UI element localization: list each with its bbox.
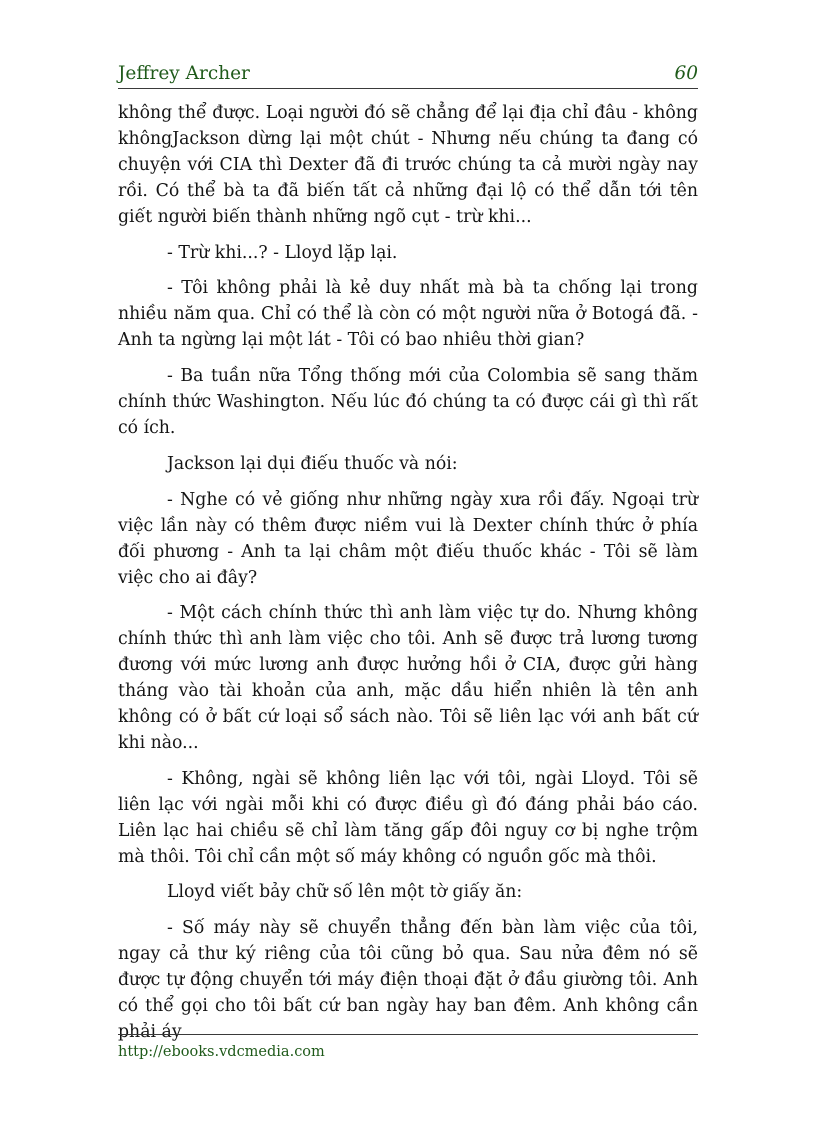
footer-link[interactable]: http://ebooks.vdcmedia.com [118, 1044, 325, 1060]
page-header [118, 62, 698, 88]
paragraph: Lloyd viết bảy chữ số lên một tờ giấy ăn: [167, 882, 523, 903]
paragraph: - Tôi không phải là kẻ duy nhất mà bà ta chống lại trong nhiều năm qua. Chỉ có thể là còn có một người nữa ở Botogá đã. - Anh ta ngừng lại một lát - Tôi có bao nhiêu thời gian? [118, 278, 698, 351]
paragraph: - Một cách chính thức thì anh làm việc tự do. Nhưng không chính thức thì anh làm việc cho tôi. Anh sẽ được trả lương tương đương với mức lương anh được hưởng hồi ở CIA, được gửi hàng tháng vào tài khoản của anh, mặc dầu hiển nhiên là tên anh không có ở bất cứ loại sổ sách nào. Tôi sẽ liên lạc với anh bất cứ khi nào... [118, 603, 698, 753]
paragraph: không thể được. Loại người đó sẽ chẳng để lại địa chỉ đâu - không khôngJackson dừng lại một chút - Nhưng nếu chúng ta đang có chuyện với CIA thì Dexter đã đi trước chúng ta cả mười ngày nay rồi. Có thể bà ta đã biến tất cả những đại lộ có thể dẫn tới tên giết người biến thành những ngõ cụt - trừ khi... [118, 103, 698, 227]
paragraph: - Nghe có vẻ giống như những ngày xưa rồi đấy. Ngoại trừ việc lần này có thêm được niềm vui là Dexter chính thức ở phía đối phương - Anh ta lại châm một điếu thuốc khác - Tôi sẽ làm việc cho ai đây? [118, 489, 698, 588]
paragraph: - Không, ngài sẽ không liên lạc với tôi, ngài Lloyd. Tôi sẽ liên lạc với ngài mỗi khi có được điều gì đó đáng phải báo cáo. Liên lạc hai chiều sẽ chỉ làm tăng gấp đôi nguy cơ bị nghe trộm mà thôi. Tôi chỉ cần một số máy không có nguồn gốc mà thôi. [118, 768, 698, 867]
paragraph: - Trừ khi...? - Lloyd lặp lại. [167, 242, 398, 263]
header-divider [118, 88, 698, 89]
body-text [118, 101, 698, 1056]
paragraph: - Số máy này sẽ chuyển thẳng đến bàn làm việc của tôi, ngay cả thư ký riêng của tôi cũng bỏ qua. Sau nửa đêm nó sẽ được tự động chuyển tới máy điện thoại đặt ở đầu giường tôi. Anh có thể gọi cho tôi bất cứ ban ngày hay ban đêm. Anh không cần phải áy [118, 918, 698, 1042]
footer-divider [118, 1034, 698, 1035]
page-number: 60 [674, 63, 698, 84]
paragraph: - Ba tuần nữa Tổng thống mới của Colombia sẽ sang thăm chính thức Washington. Nếu lúc đó chúng ta có được cái gì thì rất có ích. [118, 366, 698, 438]
paragraph: Jackson lại dụi điếu thuốc và nói: [167, 453, 458, 474]
header-author: Jeffrey Archer [118, 63, 250, 84]
